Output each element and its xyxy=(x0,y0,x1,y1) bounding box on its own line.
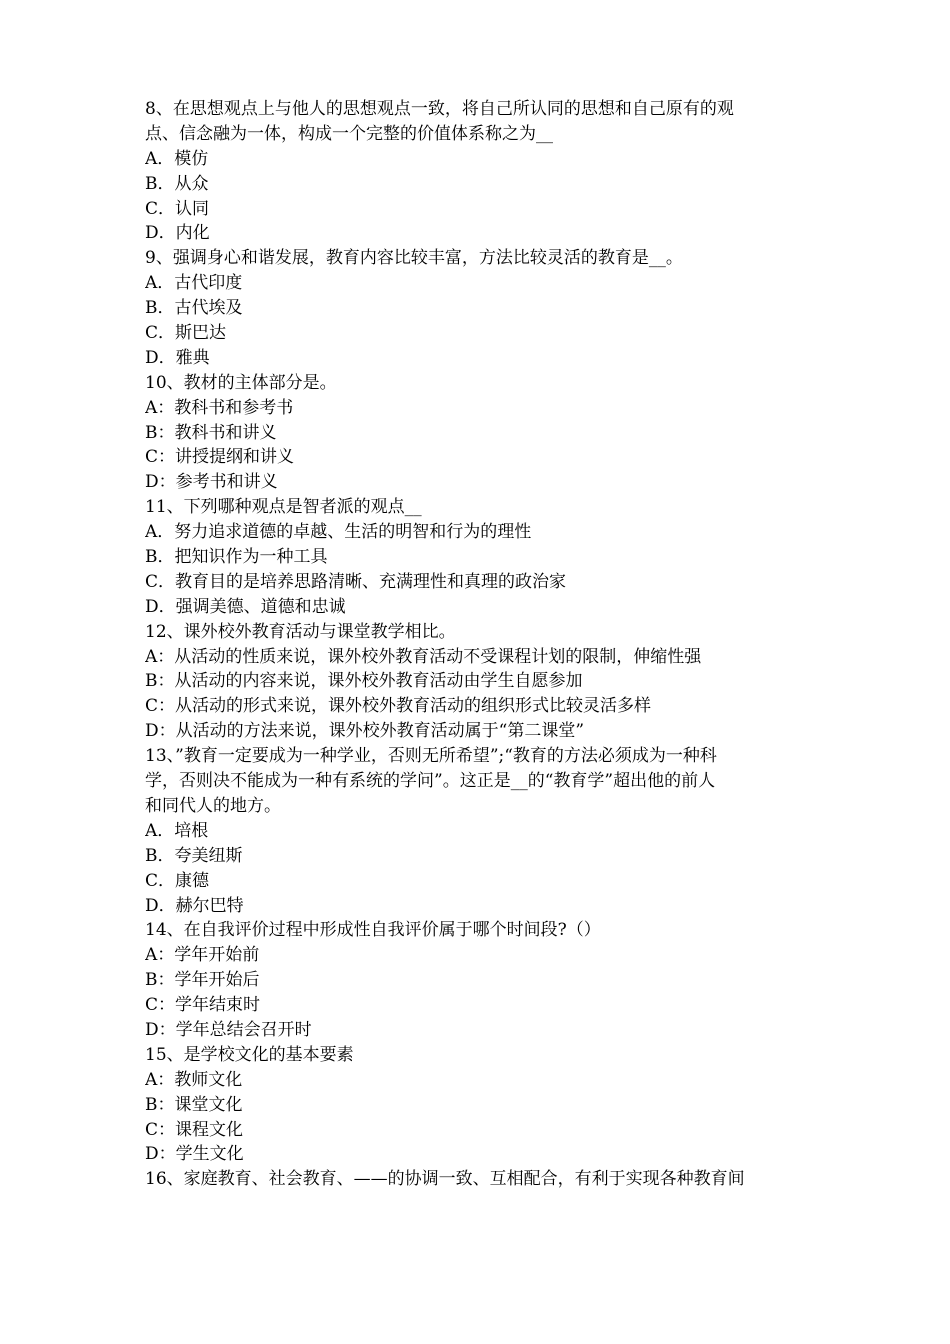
q13-option-b: B．夸美纽斯 xyxy=(145,845,243,866)
q14-stem: 14、在自我评价过程中形成性自我评价属于哪个时间段?（） xyxy=(145,920,601,941)
q15-option-c: C：课程文化 xyxy=(145,1119,244,1140)
q14-option-d: D：学年总结会召开时 xyxy=(145,1019,312,1040)
q9-stem: 9、强调身心和谐发展，教育内容比较丰富，方法比较灵活的教育是__。 xyxy=(145,248,683,269)
q15-stem: 15、是学校文化的基本要素 xyxy=(145,1044,354,1065)
q9-option-d: D．雅典 xyxy=(145,347,210,368)
q12-option-c: C：从活动的形式来说，课外校外教育活动的组织形式比较灵活多样 xyxy=(145,696,652,717)
q12-option-d: D：从活动的方法来说，课外校外教育活动属于“第二课堂” xyxy=(145,721,585,742)
q12-stem: 12、课外校外教育活动与课堂教学相比。 xyxy=(145,621,456,642)
q9-option-b: B．古代埃及 xyxy=(145,298,243,319)
q8-option-d: D．内化 xyxy=(145,223,210,244)
q11-option-c: C．教育目的是培养思路清晰、充满理性和真理的政治家 xyxy=(145,571,567,592)
q8-option-b: B．从众 xyxy=(145,173,209,194)
q11-option-b: B．把知识作为一种工具 xyxy=(145,547,328,568)
q13-option-d: D．赫尔巴特 xyxy=(145,895,244,916)
q12-option-b: B：从活动的内容来说，课外校外教育活动由学生自愿参加 xyxy=(145,671,583,692)
q14-option-b: B：学年开始后 xyxy=(145,970,260,991)
q15-option-a: A：教师文化 xyxy=(145,1069,243,1090)
q15-option-b: B：课堂文化 xyxy=(145,1094,243,1115)
q10-stem: 10、教材的主体部分是。 xyxy=(145,372,337,393)
q13-stem-line-3: 和同代人的地方。 xyxy=(145,795,281,816)
q10-option-b: B：教科书和讲义 xyxy=(145,422,277,443)
q8-option-c: C．认同 xyxy=(145,198,210,219)
q11-stem: 11、下列哪种观点是智者派的观点__ xyxy=(145,497,422,518)
q10-option-c: C：讲授提纲和讲义 xyxy=(145,447,295,468)
q14-option-a: A：学年开始前 xyxy=(145,945,260,966)
q8-option-a: A．模仿 xyxy=(145,148,209,169)
q9-option-c: C．斯巴达 xyxy=(145,323,227,344)
q11-option-a: A．努力追求道德的卓越、生活的明智和行为的理性 xyxy=(145,522,532,543)
q10-option-a: A：教科书和参考书 xyxy=(145,397,294,418)
q11-option-d: D．强调美德、道德和忠诚 xyxy=(145,596,346,617)
q13-stem-line-1: 13、”教育一定要成为一种学业，否则无所希望”;“教育的方法必须成为一种科 xyxy=(145,746,717,767)
q9-option-a: A．古代印度 xyxy=(145,273,243,294)
q13-option-a: A．培根 xyxy=(145,820,209,841)
q8-stem-line-1: 8、在思想观点上与他人的思想观点一致，将自己所认同的思想和自己原有的观 xyxy=(145,99,734,119)
q10-option-d: D：参考书和讲义 xyxy=(145,472,278,493)
q13-stem-line-2: 学，否则决不能成为一种有系统的学问”。这正是__的“教育学”超出他的前人 xyxy=(145,771,716,792)
q12-option-a: A：从活动的性质来说，课外校外教育活动不受课程计划的限制，伸缩性强 xyxy=(145,646,702,667)
q14-option-c: C：学年结束时 xyxy=(145,995,261,1016)
q13-option-c: C．康德 xyxy=(145,870,210,891)
q15-option-d: D：学生文化 xyxy=(145,1144,244,1165)
q8-stem-line-2: 点、信念融为一体，构成一个完整的价值体系称之为__ xyxy=(145,123,553,144)
document-page xyxy=(145,97,815,1192)
q16-stem-line-1: 16、家庭教育、社会教育、——的协调一致、互相配合，有利于实现各种教育间 xyxy=(145,1169,745,1190)
